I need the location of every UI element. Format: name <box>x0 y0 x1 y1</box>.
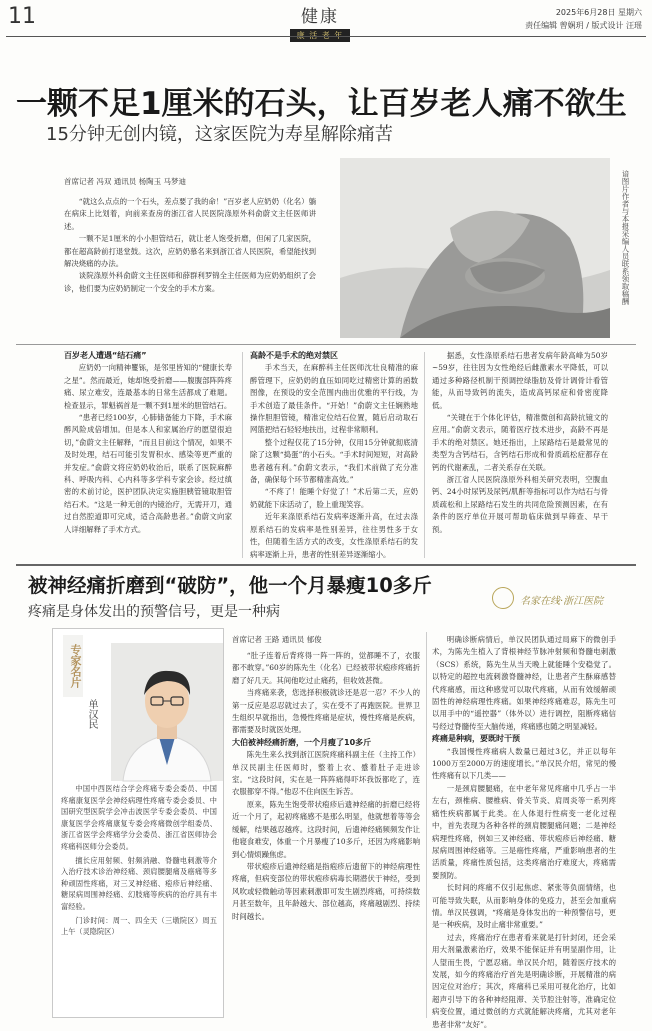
page-header <box>0 0 652 40</box>
brand-emblem-icon <box>492 587 514 609</box>
brand-label: 名家在线·浙江医院 <box>520 596 604 607</box>
column-brand <box>492 587 602 609</box>
article1-byline: 首席记者 冯双 通讯员 杨陶玉 马梦迪 <box>64 177 187 186</box>
article1-para: “患者已经100岁，心肺储备能力下降，手术麻醉风险成倍增加。但是本人和家属治疗的愿望很迫切，”俞蔚文主任解释，“而且目前这个情况，如果不及时处理，结石可能引发胃积水、感染等更严重的并发症。”俞蔚文将应奶奶收治后，联系了医院麻醉科、呼吸内科、心内科等多学科专家会诊。经过缜密的术前讨论，医护团队决定实施胆胰管镜取胆管结石术。“这是一种无创的内镜治疗，无需开刀，通过自然腔道即可完成，适合高龄患者。”俞蔚文向家人详细解释了手术方式。 <box>64 413 232 534</box>
doctor-portrait-illustration <box>111 643 223 781</box>
divider <box>16 344 636 345</box>
article1-column-1 <box>64 350 232 560</box>
article1-column-3 <box>432 350 608 560</box>
article1-para: 近年来涤原系结石发病率逐渐升高，在过去涤原系结石的发病率是性别差异，往往男性多于女性，但随着生活方式的改变，女性涤原系结石的发病率逐渐上升，患者的性别差异逐渐缩小。 <box>250 512 418 559</box>
column-rule <box>426 632 427 1018</box>
article1-intro <box>64 196 316 336</box>
article2-para: 陈先生来么找到浙江医院疼痛科副主任（主持工作）单汉民副主任医师时，整着上衣、蹙着肚子走进诊室。“这段时间，实在是一阵阵痛得吓坏我饭都吃了，连衣服都穿不得。”他忍不住向医生诉苦。 <box>232 750 420 797</box>
article1-intro-para: 一颗不足1厘米的小小胆管结石，就让老人饱受折磨，但闲了几家医院，都在超高龄前打退堂鼓。这次，应奶奶慕名来到浙江省人民医院，希望能找到解决烧痛的办法。 <box>64 234 316 269</box>
section-title: 健康 <box>301 7 339 27</box>
article2-section-title: 大伯被神经痛折磨，一个月瘦了10多斤 <box>232 737 372 747</box>
article2-para: 原来，陈先生饱受带状疱疹后遗神经痛的折磨已经将近一个月了，起初疼痛感不是那么明显，他就想着等等会缓解，结果越忍越疼。这段时间，后遗神经痛频频发作让他寝食难安，体重一个月暴瘦了10多斤，还因为疼痛影响到心情烦躁焦虑。 <box>232 799 420 859</box>
article2-subheadline: 疼痛是身体发出的预警信号，更是一种病 <box>28 604 280 620</box>
article2-headline: 被神经痛折磨到“破防”，他一个月暴瘦10多斤 <box>28 574 432 597</box>
article2-column-1 <box>232 650 420 1020</box>
article2-section-title: 疼痛是种病，要既时干预 <box>432 734 520 744</box>
article2-intro-para: 当疼痛来袭，您选择积极就诊还是忍一忍？不少人的第一反应是忍忍就过去了，实在受不了再跑医院。世界卫生组织早就指出，急慢性疼痛是症状，慢性疼痛是疾病，都需要及时就医处理。 <box>232 688 420 735</box>
article1-headline: 一颗不足1厘米的石头，让百岁老人痛不欲生 <box>16 86 627 122</box>
article2-para: 带状疱疹后遗神经痛是指疱疹后遗留下的神经病理性疼痛，但病变部位的带状疱疹病毒长期潜伏于神经，受到风吹或轻微触动等因素刺激即可发生剧烈疼痛，可持续数月甚至数年，且年龄越大、部位越高，疼痛越剧烈、持续时间越长。 <box>232 861 420 921</box>
article2-byline: 首席记者 王路 通讯员 郁俊 <box>232 635 322 644</box>
article1-section-title: 高龄不是手术的绝对禁区 <box>250 351 338 360</box>
article2-para: “我国慢性疼痛病人数量已超过3亿，并正以每年1000万至2000万的速度增长。”单汉民介绍，常见的慢性疼痛有以下几类—— <box>432 746 616 781</box>
article1-subheadline: 15分钟无创内镜，这家医院为寿星解除痛苦 <box>46 124 393 145</box>
column-rule <box>424 352 425 558</box>
article1-para: “关键在于个体化评估，精准微创和高龄抗镜文的应用。”俞蔚文表示，随着医疗技术进步，高龄不再是手术的绝对禁区。她还指出，上尿路结石是最常见的类型为含钙结石，含钙结石形成和骨质疏松症都存在钙的代谢紊乱，二者关系存在关联。 <box>432 413 608 472</box>
article-divider <box>16 564 636 566</box>
article1-para: 应奶奶一向精神矍铄，是邻里皆知的“健康长寿之星”。然而最近，她却饱受折磨——腹腹部阵阵疼痛、尿立难安，连最基本的日常生活都成了难题。检查显示，罪魁祸首是一颗不到1厘米的胆管结石。 <box>64 363 232 410</box>
article2-column-2 <box>432 634 616 1029</box>
article1-photo <box>340 158 610 338</box>
article1-para: “不疼了！能睡个好觉了！”术后第二天，应奶奶就能下床活动了，脸上重现笑容。 <box>250 487 418 509</box>
expert-name: 单汉民 <box>86 699 97 729</box>
elderly-patient-illustration <box>340 158 610 338</box>
column-rule <box>242 352 243 558</box>
article1-para: 手术当天，在麻醉科主任医师沈壮良精准的麻醉管理下，应奶奶的血压如同吃过精密计算的函数图像，在预设的安全范围内曲出优雅的平行线，为手术创造了最佳条件。“开始！”俞蔚文主任娴熟地操作胆胆管镜，精准定位结石位置，随后启动取石网篮把结石轻轻地扶出，过程非常顺利。 <box>250 363 418 435</box>
editors-line: 责任编辑 曾娴玥 / 版式设计 汪瑶 <box>525 21 642 30</box>
page-number: 11 <box>8 4 36 29</box>
article1-intro-para: 谈院涤原外科俞蔚文主任医师和薛群利罗锦全主任医师为应奶奶组织了会诊，他们要为应奶奶制定一个安全的手术方案。 <box>64 271 316 293</box>
article2-para: 长时间的疼痛不仅引起焦虑、紧张等负面情绪，也可能导致失眠，从而影响身体的免疫力，甚至会加重病情。单汉民强调，“疼痛是身体发出的一种预警信号，更是一种疾病，及时止痛非常重要。” <box>432 883 616 930</box>
article2-para: 明确诊断病情后，单汉民团队通过局麻下的微创手术，为陈先生植入了背根神经节脉冲射频和脊髓电刺激（SCS）系统，陈先生从当天晚上就能睡个安稳觉了。以特定的超控电流刺激脊髓神经，让患者产生酥麻感替代疼痛感，而这种感觉可以取代疼痛，从而有效缓解顽固性的神经病理性疼痛。如果神经疼痛难忍，陈先生可以用手中的“遥控器”（体外以）进行调控，阻断疼痛信号经过脊髓传至大脑传递，疼痛感也随之明显减轻。 <box>432 635 616 731</box>
expert-portrait <box>111 643 223 781</box>
article1-para: 据悉，女性涤原系结石患者发病年龄高峰为50岁~59岁，往往因为女性绝经后雌激素水平降低，可以通过多种路径机制干预调控绿脂肪及骨计调骨计看管能，从而导致钙的流失，造成高钙尿症和骨密度降低。 <box>432 351 608 410</box>
date-block <box>525 6 642 32</box>
photo-caption: 谙图片作者与本报采编人员联系领取稿酬 <box>621 170 630 305</box>
section-subtitle: 康 活 老 年 <box>290 29 350 42</box>
article1-intro-para: “就这么点点的一个石头，差点要了我的命！”百岁老人应奶奶（化名）躺在病床上比划着，向前来查房的浙江省人民医院涤原外科俞蔚文主任医师讲述。 <box>64 197 316 231</box>
expert-card <box>52 628 224 1018</box>
article1-section-title: 百岁老人遭遇“结石痛” <box>64 351 147 360</box>
expert-bio-para: 擅长应用射频、射频消融、脊髓电刺激等介入治疗技术诊治神经痛、颈肩腰腿痛及癌痛等多种顽固性疼痛，对三叉神经痛、疱疹后神经痛、糖尿病周围神经痛、幻肢痛等疾病的治疗具有丰富经验。 <box>61 855 217 911</box>
article1-para: 整个过程仅花了15分钟，仅用15分钟就彻底清除了这颗“捣蛋”的小石头。“手术时间短短，对高龄患者越有利。”俞蔚文表示，“我们术前做了充分准备，确保每个环节都精准高效。” <box>250 437 418 485</box>
expert-clinic-hours: 门诊时间：周一、四全天（三墩院区）周五上午（灵隐院区） <box>61 915 217 937</box>
article1-para: 浙江省人民医院涤原外科相关研究表明，空腹血钙、24小时尿钙及尿钙/肌酐等指标可以作为结石与骨质疏松和上尿路结石发生的共同危险预测因素，在有条件的医疗单位开展可帮助临床做到早筛查、早干预。 <box>432 475 608 534</box>
expert-bio-para: 中国中西医结合学会疼痛专委会委员、中国疼痛康复医学会神经病理性疼痛专委会委员、中国研究型医院学会冲击波医学专委会委员、中国康复医学会疼痛康复专委会疼痛微创学组委员、浙江省医学会疼痛学分会委员、浙江省医师协会疼痛科医师分会委员。 <box>61 784 217 851</box>
expert-bio <box>61 783 217 940</box>
article2-para: 一是颈肩腰腿痛，在中老年常见疼痛中几乎占一半左右，颈椎病、腰椎病、骨关节炎、肩周炎等一系列疼痛性疾病都属于此类。在人体退行性病变一老化过程中，首先表现为各种各样的颈肩腰腿痛问题；二是神经病理性疼痛，例如三叉神经痛、带状疱疹后神经痛、糖尿病周围神经痛等。三是癌性疼痛，严重影响患者的生活质量，疼痛性质包括，这类疼痛治疗难度大，疼痛需要预防。 <box>432 783 616 880</box>
article2-intro-para: “肚子连着后背疼得一阵一阵的，觉都睡不了，衣服都不敢穿。”60岁的陈先生（化名）已经被带状疱疹疼痛折磨了好几天。其间他吃过止痛药，但收效甚微。 <box>232 651 420 685</box>
issue-date: 2025年6月28日 星期六 <box>555 8 642 17</box>
article1-column-2 <box>250 350 418 560</box>
header-rule <box>6 36 646 37</box>
article2-para: 过去，疼痛治疗在患者看来就是打针封闭，还会采用大剂量激素治疗，效果不能保证并有明显副作用，让人望而生畏，宁愿忍痛。单汉民介绍，随着医疗技术的发展，如今的疼痛治疗首先是明确诊断，开展精准的病因定位对治疗；其次，疼痛科已采用可视化治疗，比如超声引导下的各种神经阻滞、关节腔注射等，准确定位病变位置，通过微创的方式就能解决疼痛，尤其对老年患者非常“友好”。 <box>432 932 616 1029</box>
expert-card-tag: 专家名片 <box>63 635 83 697</box>
